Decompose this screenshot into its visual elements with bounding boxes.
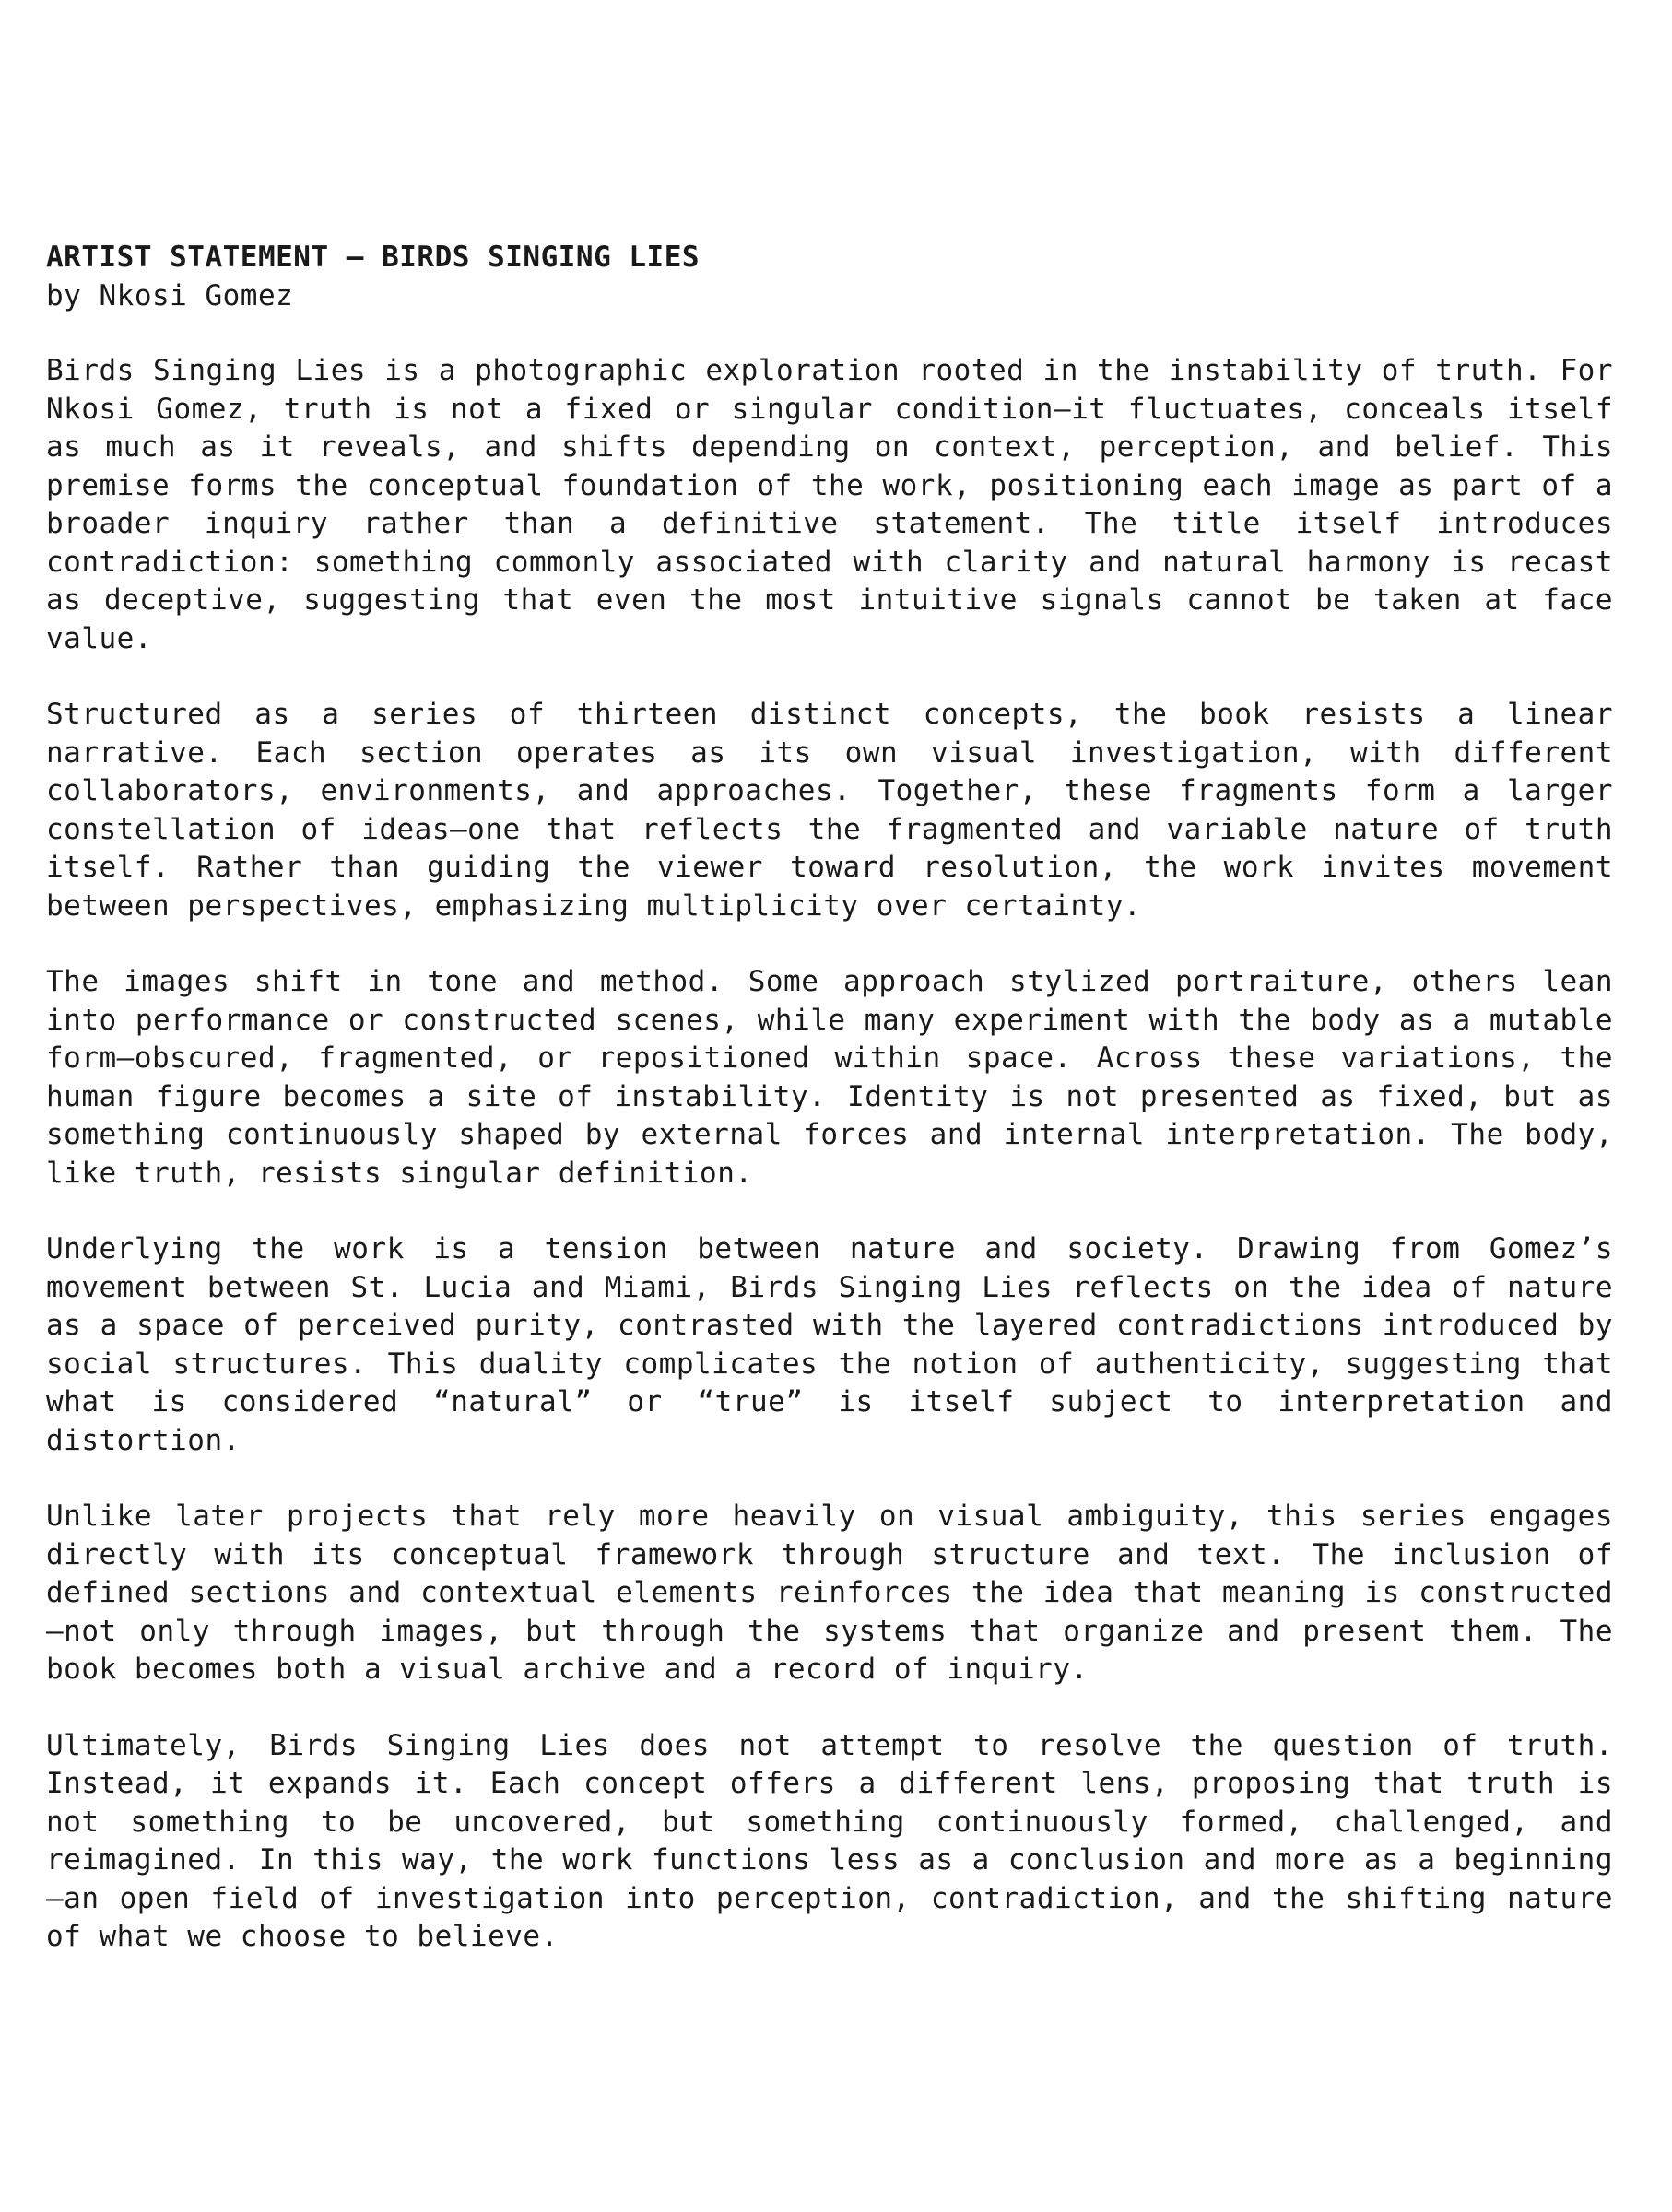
- paragraph-5: Unlike later projects that rely more heavily on visual ambiguity, this series engages directly with its conceptual framework through structure and text. The inclusion of defined sections and contextual elements reinforces the idea that meaning is constructed—not only through images, but through the systems that organize and present them. The book becomes both a visual archive and a record of inquiry.: [46, 1500, 1613, 1686]
- paragraph-1: Birds Singing Lies is a photographic exploration rooted in the instability of truth. For Nkosi Gomez, truth is not a fixed or singular condition—it fluctuates, conceals itself as much as it reveals, and shifts depending on context, perception, and belief. This premise forms the conceptual foundation of the work, positioning each image as part of a broader inquiry rather than a definitive statement. The title itself introduces contradiction: something commonly associated with clarity and natural harmony is recast as deceptive, suggesting that even the most intuitive signals cannot be taken at face value.: [46, 354, 1613, 655]
- document-title: ARTIST STATEMENT — BIRDS SINGING LIES: [46, 241, 701, 274]
- paragraph-2: Structured as a series of thirteen distinct concepts, the book resists a linear narrative. Each section operates as its own visual investigation, with different collaborators, environments, and approaches. Together, these fragments form a larger constellation of ideas—one that reflects the fragmented and variable nature of truth itself. Rather than guiding the viewer toward resolution, the work invites movement between perspectives, emphasizing multiplicity over certainty.: [46, 698, 1613, 923]
- author-byline: by Nkosi Gomez: [46, 279, 294, 312]
- paragraph-4: Underlying the work is a tension between nature and society. Drawing from Gomez’s movement between St. Lucia and Miami, Birds Singing Lies reflects on the idea of nature as a space of perceived purity, contrasted with the layered contradictions introduced by social structures. This duality complicates the notion of authenticity, suggesting that what is considered “natural” or “true” is itself subject to interpretation and distortion.: [46, 1232, 1613, 1457]
- document-page: [46, 238, 1613, 1994]
- paragraph-3: The images shift in tone and method. Some approach stylized portraiture, others lean into performance or constructed scenes, while many experiment with the body as a mutable form—obscured, fragmented, or repositioned within space. Across these variations, the human figure becomes a site of instability. Identity is not presented as fixed, but as something continuously shaped by external forces and internal interpretation. The body, like truth, resists singular definition.: [46, 965, 1613, 1190]
- paragraph-6: Ultimately, Birds Singing Lies does not attempt to resolve the question of truth. Instead, it expands it. Each concept offers a different lens, proposing that truth is not something to be uncovered, but something continuously formed, challenged, and reimagined. In this way, the work functions less as a conclusion and more as a beginning—an open field of investigation into perception, contradiction, and the shifting nature of what we choose to believe.: [46, 1728, 1613, 1953]
